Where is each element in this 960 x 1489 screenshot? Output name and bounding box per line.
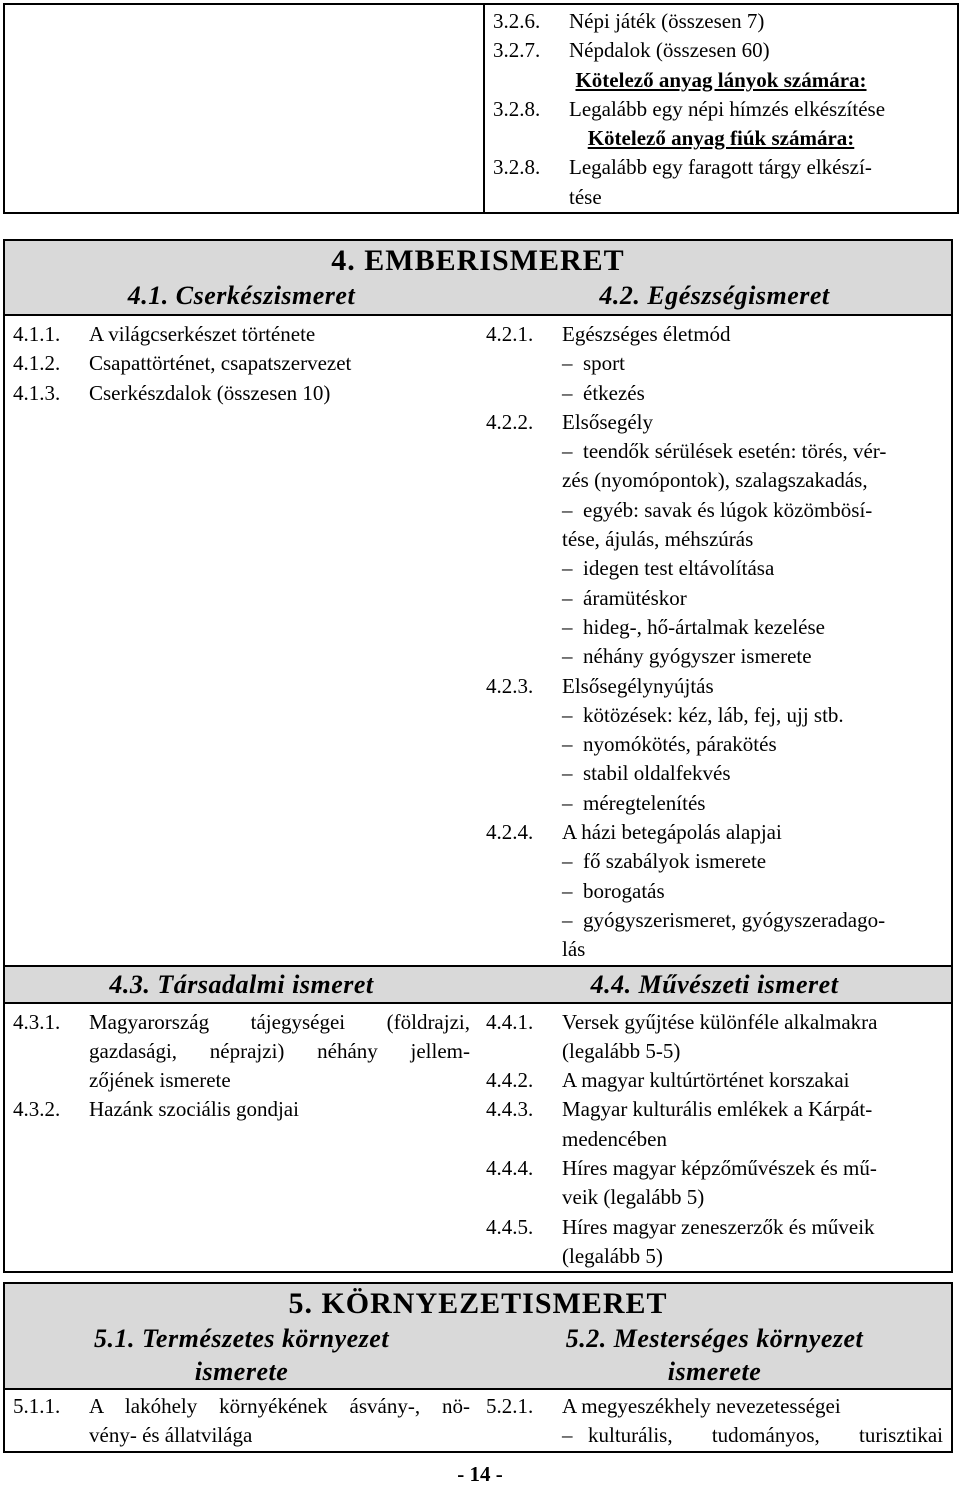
sub-sport: – sport — [562, 351, 625, 376]
item-4-1-3: 4.1.3. Cserkészdalok (összesen 10) — [13, 380, 331, 405]
section4-title: 4. EMBERISMERET — [331, 244, 625, 277]
sub-borogatas: – borogatás — [562, 878, 665, 903]
h43-cell — [4, 966, 478, 1003]
girls-required-heading: Kötelező anyag lányok számára: — [575, 67, 867, 92]
item-4-4-5: 4.4.5. Híres magyar zeneszerzők és műveik — [486, 1214, 875, 1239]
sub-teendok: – teendők sérülések esetén: törés, vér- — [562, 439, 887, 464]
item-4-4-2: 4.4.2. A magyar kultúrtörténet korszakai — [486, 1068, 850, 1093]
sub-oldalfekves: – stabil oldalfekvés — [562, 761, 731, 786]
item-4-4-3-cont: medencében — [562, 1126, 667, 1151]
sub-egyeb: – egyéb: savak és lúgok közömbösí- — [562, 497, 873, 522]
heading-5-2-cont: ismerete — [667, 1357, 762, 1386]
sub-kulturalis: – kulturális, tudományos, turisztikai — [562, 1423, 943, 1448]
heading-4-3: 4.3. Társadalmi ismeret — [109, 969, 374, 999]
h51-cell — [4, 1322, 478, 1389]
sub-gyogyszerismeret-cont: lás — [562, 937, 586, 962]
item-4-3-1-cont2: zőjének ismerete — [89, 1068, 231, 1093]
item-4-1-1: 4.1.1. A világcserkészet története — [13, 322, 316, 346]
item-4-2-2: 4.2.2. Elsősegély — [486, 409, 653, 434]
item-3-2-6: 3.2.6. Népi játék (összesen 7) — [493, 9, 765, 33]
section5-table — [3, 1282, 953, 1453]
item-3-2-8-girls: 3.2.8. Legalább egy népi hímzés elkészítése — [493, 96, 886, 121]
item-4-1-2: 4.1.2. Csapattörténet, csapatszervezet — [13, 351, 352, 376]
sub-hideg-ho: – hideg-, hő-ártalmak kezelése — [562, 614, 825, 639]
heading-4-2: 4.2. Egészségismeret — [599, 281, 830, 310]
cserkesz-list-cell — [4, 315, 478, 966]
item-4-4-4-cont: veik (legalább 5) — [562, 1185, 705, 1210]
section4-table — [3, 239, 953, 1273]
item-3-2-7: 3.2.7. Népdalok (összesen 60) — [493, 38, 770, 63]
sub-gyogyszerismeret: – gyógyszerismeret, gyógyszeradago- — [562, 907, 886, 932]
h42-cell — [478, 279, 952, 315]
item-4-4-3: 4.4.3. Magyar kulturális emlékek a Kárpát- — [486, 1097, 873, 1122]
heading-4-4: 4.4. Művészeti ismeret — [590, 969, 839, 999]
top-table — [3, 3, 959, 214]
item-5-1-1-cont: vény- és állatvilága — [89, 1423, 253, 1448]
h41-cell — [4, 279, 478, 315]
item-4-2-4: 4.2.4. A házi betegápolás alapjai — [486, 820, 782, 845]
heading-5-1: 5.1. Természetes környezet — [93, 1324, 390, 1353]
section4-header-cell — [4, 240, 952, 279]
item-4-4-1: 4.4.1. Versek gyűjtése különféle alkalmakra — [486, 1009, 878, 1034]
sub-etkezes: – étkezés — [562, 380, 645, 405]
tarsadalmi-list-cell — [4, 1003, 478, 1273]
termeszetes-list-cell — [4, 1389, 478, 1452]
mesterseges-list-cell — [478, 1389, 952, 1452]
heading-5-2: 5.2. Mesterséges környezet — [565, 1324, 864, 1353]
section5-header-cell — [4, 1283, 952, 1322]
item-4-3-1: 4.3.1. Magyarország tájegységei (földrajzi, — [13, 1009, 470, 1034]
item-3-2-8-boys-cont: tése — [569, 184, 602, 209]
sub-teendok-cont: zés (nyomópontok), szalagszakadás, — [562, 468, 868, 493]
item-5-1-1: 5.1.1. A lakóhely környékének ásvány-, nö- — [13, 1394, 470, 1418]
heading-4-1: 4.1. Cserkészismeret — [127, 281, 356, 310]
item-4-4-4: 4.4.4. Híres magyar képzőművészek és mű- — [486, 1156, 877, 1181]
sub-egyeb-cont: tése, ájulás, méhszúrás — [562, 527, 754, 552]
item-4-2-3: 4.2.3. Elsősegélynyújtás — [486, 673, 714, 698]
sub-kotozesek: – kötözések: kéz, láb, fej, ujj stb. — [562, 702, 844, 727]
item-5-2-1: 5.2.1. A megyeszékhely nevezetességei — [486, 1394, 841, 1418]
sub-idegen-test: – idegen test eltávolítása — [562, 556, 775, 581]
top-left-empty-cell — [4, 4, 484, 213]
item-3-2-8-boys: 3.2.8. Legalább egy faragott tárgy elkészí- — [493, 155, 872, 180]
section5-title: 5. KÖRNYEZETISMERET — [288, 1287, 668, 1320]
sub-gyogyszer: – néhány gyógyszer ismerete — [562, 644, 812, 669]
sub-meregtelenites: – méregtelenítés — [562, 790, 706, 815]
sub-fo-szabalyok: – fő szabályok ismerete — [562, 849, 767, 874]
boys-required-heading: Kötelező anyag fiúk számára: — [587, 126, 855, 151]
heading-5-1-cont: ismerete — [194, 1357, 289, 1386]
top-right-cell — [484, 4, 958, 213]
item-4-2-1: 4.2.1. Egészséges életmód — [486, 322, 731, 346]
item-4-3-1-cont1: gazdasági, néprajzi) néhány jellem- — [89, 1038, 470, 1063]
sub-aramutes: – áramütéskor — [562, 585, 687, 610]
page-number: - 14 - — [457, 1462, 503, 1486]
sub-nyomokotes: – nyomókötés, párakötés — [562, 732, 777, 757]
h44-cell — [478, 966, 952, 1003]
h52-cell — [478, 1322, 952, 1389]
egeszseg-list-cell — [478, 315, 952, 966]
muveszeti-list-cell — [478, 1003, 952, 1273]
item-4-4-1-cont: (legalább 5-5) — [562, 1038, 681, 1063]
item-4-3-2: 4.3.2. Hazánk szociális gondjai — [13, 1097, 299, 1122]
item-4-4-5-cont: (legalább 5) — [562, 1243, 663, 1268]
